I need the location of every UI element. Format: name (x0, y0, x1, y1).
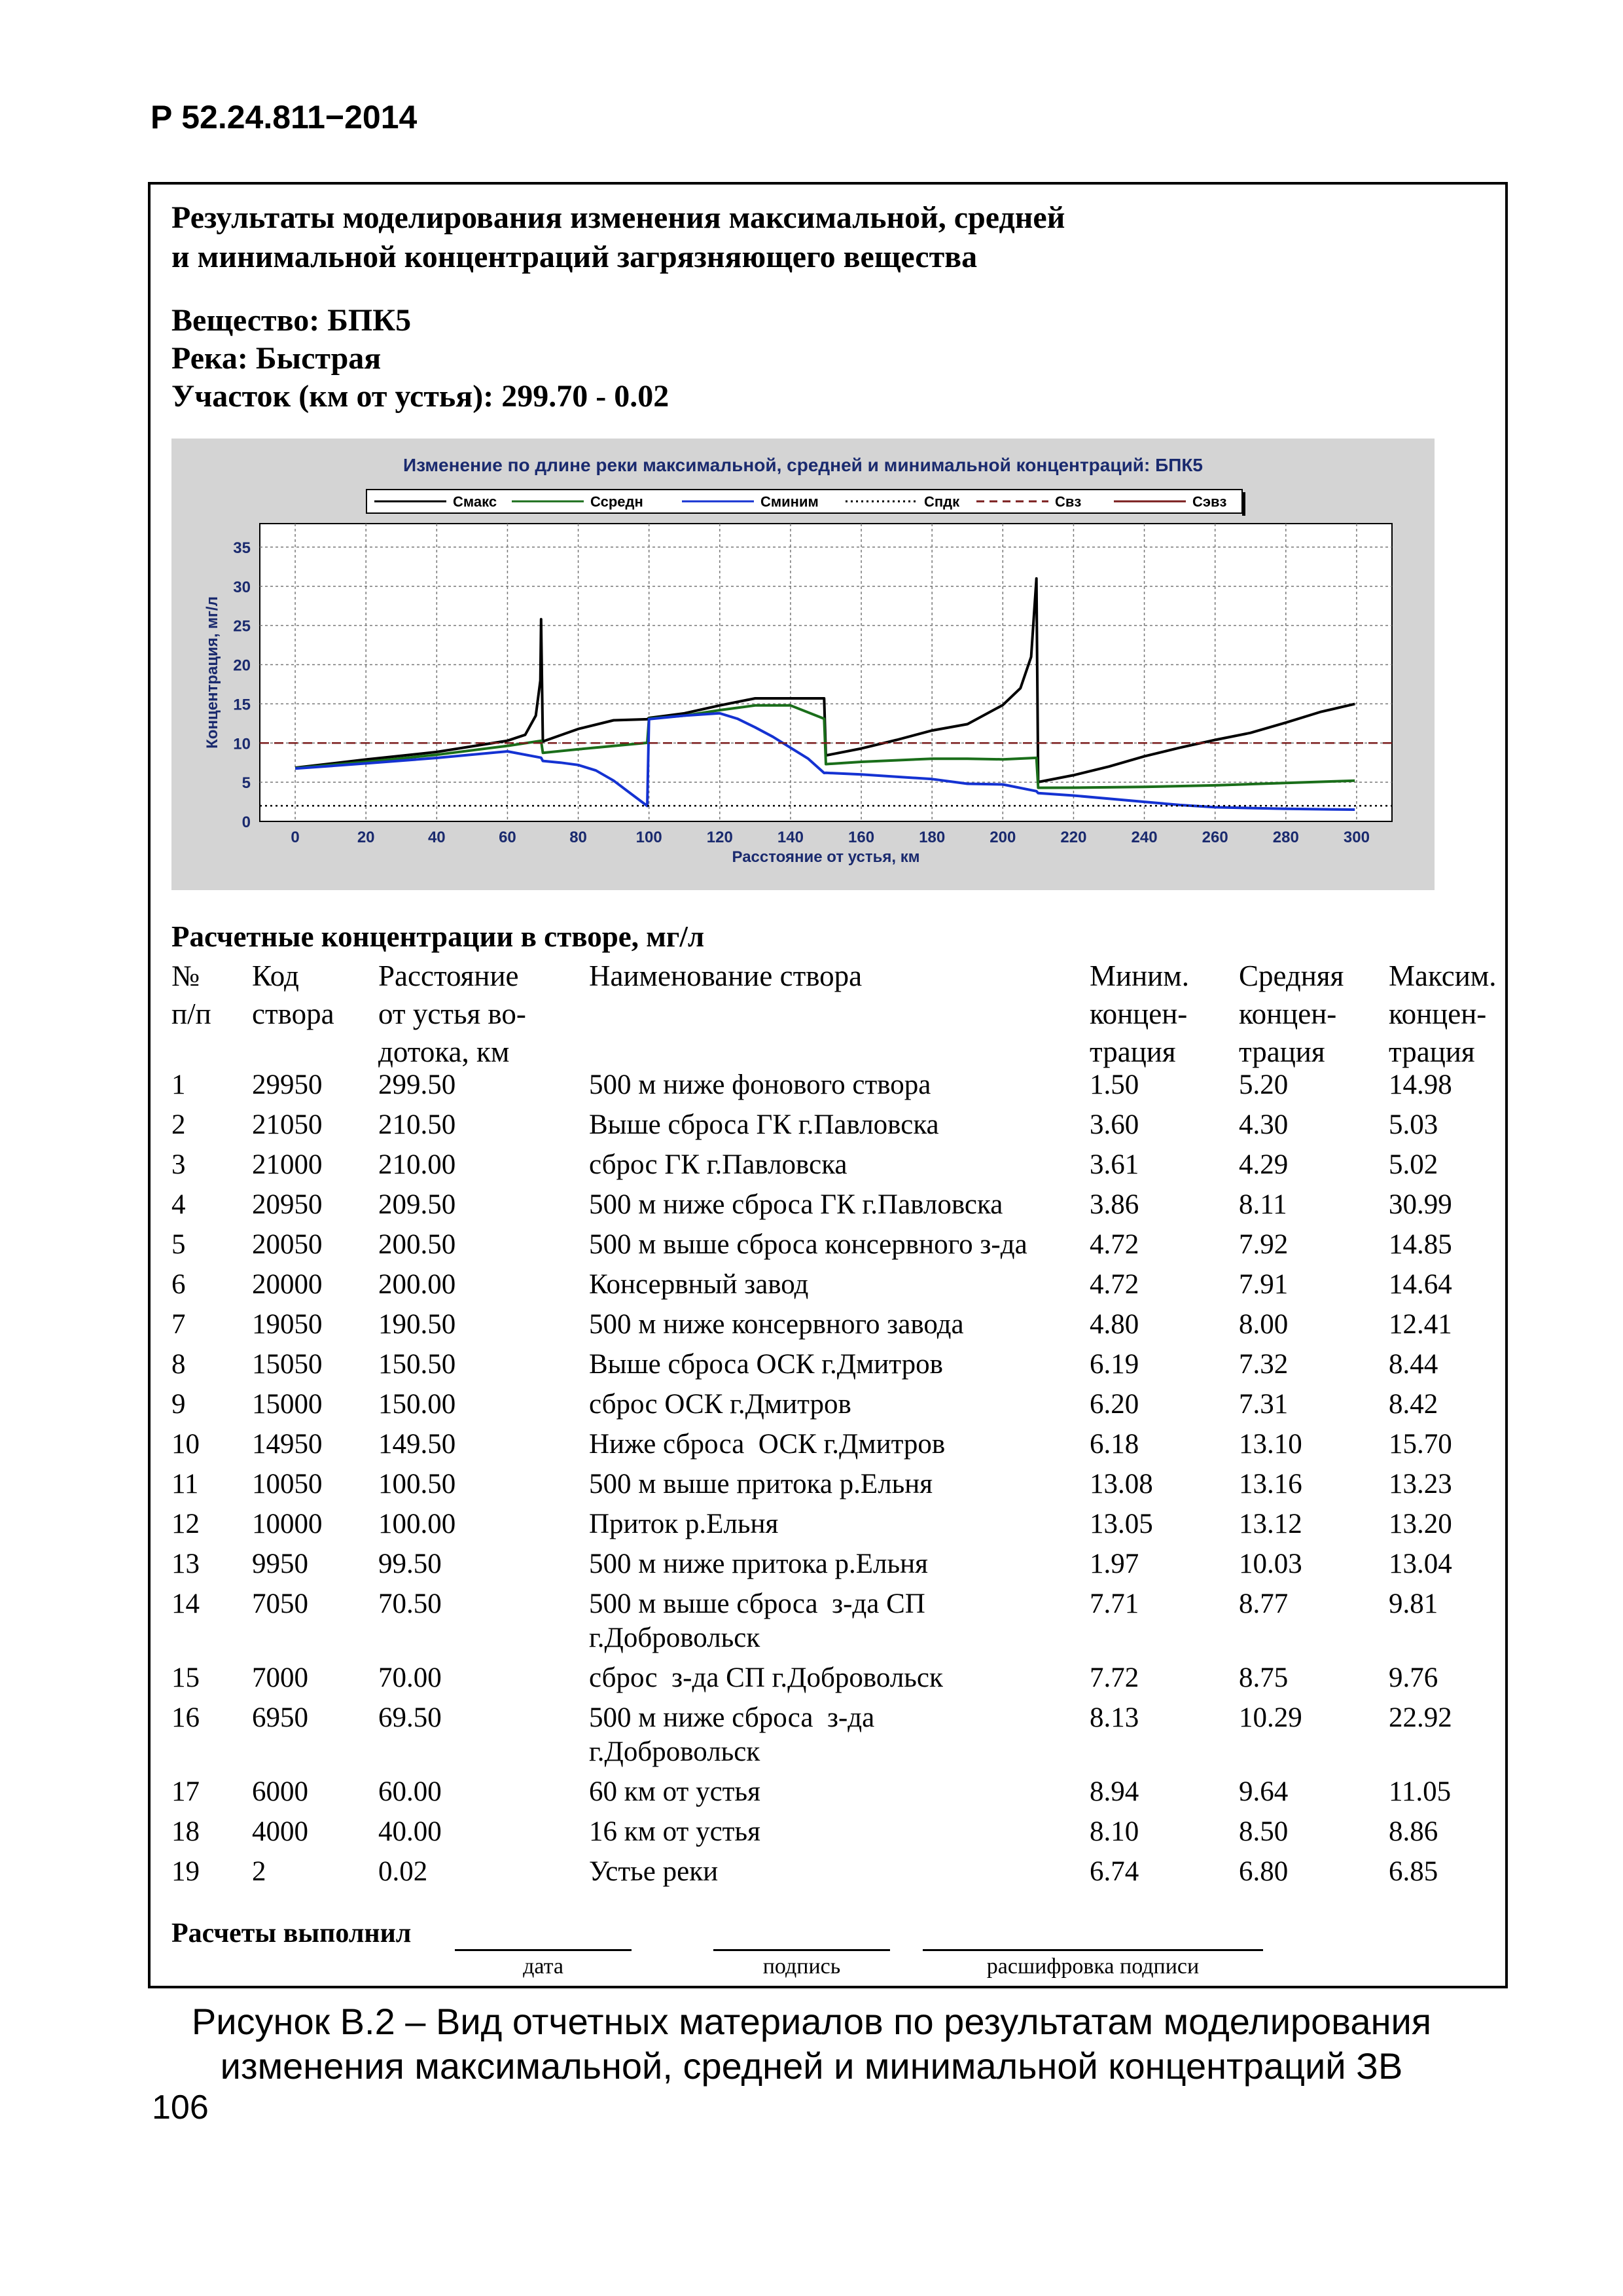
table-cell-distance: 200.50 (378, 1229, 456, 1260)
table-cell-max-concentration: 14.98 (1389, 1069, 1452, 1100)
table-cell-section-name: сброс ОСК г.Дмитров (589, 1389, 851, 1420)
legend-label-1: Ссредн (590, 493, 643, 510)
table-cell-section-code: 20000 (252, 1269, 323, 1300)
y-tick-label: 30 (233, 578, 251, 596)
table-cell-max-concentration: 12.41 (1389, 1309, 1452, 1340)
substance-label: Вещество: БПК5 (171, 303, 412, 338)
table-cell-max-concentration: 6.85 (1389, 1856, 1438, 1887)
section-label: Участок (км от устья): 299.70 - 0.02 (171, 379, 669, 414)
table-cell-section-code: 20950 (252, 1189, 323, 1220)
table-cell-row-number: 12 (171, 1509, 200, 1539)
table-cell-distance: 210.00 (378, 1149, 456, 1180)
table-cell-distance: 209.50 (378, 1189, 456, 1220)
report-title-line1: Результаты моделирования изменения максимальной, средней (171, 200, 1065, 235)
table-cell-section-name: 500 м ниже консервного завода (589, 1309, 964, 1340)
table-cell-section-code: 9950 (252, 1549, 308, 1579)
table-cell-min-concentration: 3.60 (1090, 1109, 1139, 1140)
table-cell-max-concentration: 13.04 (1389, 1549, 1452, 1579)
x-tick-label: 120 (706, 829, 733, 846)
table-cell-mean-concentration: 7.91 (1239, 1269, 1289, 1300)
river-label: Река: Быстрая (171, 341, 382, 376)
table-cell-section-code: 10050 (252, 1469, 323, 1499)
y-tick-label: 10 (233, 735, 251, 753)
x-tick-label: 220 (1060, 829, 1087, 846)
x-tick-label: 60 (499, 829, 516, 846)
table-cell-min-concentration: 8.10 (1090, 1816, 1139, 1847)
table-cell-section-code: 19050 (252, 1309, 323, 1340)
table-cell-distance: 40.00 (378, 1816, 442, 1847)
figure-caption (0, 2000, 1623, 2089)
table-cell-row-number: 19 (171, 1856, 200, 1887)
table-cell-mean-concentration: 10.29 (1239, 1702, 1302, 1733)
table-cell-mean-concentration: 7.92 (1239, 1229, 1289, 1260)
header-section-code: Код створa (252, 960, 334, 1030)
table-cell-max-concentration: 9.81 (1389, 1588, 1438, 1619)
table-cell-max-concentration: 30.99 (1389, 1189, 1452, 1220)
table-cell-mean-concentration: 8.50 (1239, 1816, 1289, 1847)
table-cell-min-concentration: 1.50 (1090, 1069, 1139, 1100)
table-cell-section-code: 14950 (252, 1429, 323, 1460)
x-tick-label: 200 (990, 829, 1016, 846)
x-tick-label: 140 (777, 829, 804, 846)
performed-by-label: Расчеты выполнил (171, 1918, 412, 1948)
table-cell-distance: 299.50 (378, 1069, 456, 1100)
table-cell-mean-concentration: 9.64 (1239, 1776, 1289, 1807)
table-cell-min-concentration: 3.61 (1090, 1149, 1139, 1180)
header-min-concentration: Миним. концен- трация (1090, 960, 1189, 1068)
date-line (455, 1949, 632, 1951)
table-cell-row-number: 6 (171, 1269, 186, 1300)
y-tick-label: 15 (233, 696, 251, 714)
table-cell-max-concentration: 9.76 (1389, 1662, 1438, 1693)
header-mean-concentration: Средняя концен- трация (1239, 960, 1344, 1068)
legend-label-4: Свз (1055, 493, 1082, 510)
table-cell-min-concentration: 4.80 (1090, 1309, 1139, 1340)
x-tick-label: 240 (1131, 829, 1158, 846)
table-cell-section-name: сброс з-да СП г.Добровольск (589, 1662, 943, 1693)
table-cell-section-name: 500 м ниже сброса з-да г.Добровольск (589, 1702, 875, 1767)
plot-area (260, 524, 1392, 821)
table-cell-mean-concentration: 6.80 (1239, 1856, 1289, 1887)
table-cell-section-name: 500 м выше сброса консервного з-да (589, 1229, 1027, 1260)
chart-canvas (171, 439, 1435, 890)
table-cell-section-code: 15050 (252, 1349, 323, 1380)
table-cell-row-number: 8 (171, 1349, 186, 1380)
table-cell-section-code: 6950 (252, 1702, 308, 1733)
table-cell-row-number: 4 (171, 1189, 186, 1220)
x-tick-label: 0 (291, 829, 300, 846)
table-cell-row-number: 17 (171, 1776, 200, 1807)
table-cell-min-concentration: 6.19 (1090, 1349, 1139, 1380)
table-cell-section-name: Приток р.Ельня (589, 1509, 779, 1539)
table-cell-section-name: 60 км от устья (589, 1776, 760, 1807)
x-tick-label: 100 (635, 829, 662, 846)
header-max-concentration: Максим. концен- трация (1389, 960, 1497, 1068)
table-cell-min-concentration: 7.72 (1090, 1662, 1139, 1693)
header-section-name: Наименование створа (589, 960, 863, 992)
table-cell-section-name: 500 м выше сброса з-да СП г.Добровольск (589, 1588, 925, 1653)
table-cell-section-name: Выше сброса ГК г.Павловска (589, 1109, 939, 1140)
table-cell-min-concentration: 4.72 (1090, 1229, 1139, 1260)
table-cell-distance: 210.50 (378, 1109, 456, 1140)
table-cell-row-number: 7 (171, 1309, 186, 1340)
table-cell-section-name: Ниже сброса ОСК г.Дмитров (589, 1429, 946, 1460)
table-cell-row-number: 11 (171, 1469, 199, 1499)
page-number: 106 (152, 2089, 209, 2126)
table-cell-distance: 100.00 (378, 1509, 456, 1539)
x-axis-label: Расстояние от устья, км (732, 848, 920, 866)
table-cell-section-code: 7000 (252, 1662, 308, 1693)
table-cell-min-concentration: 13.05 (1090, 1509, 1153, 1539)
table-cell-mean-concentration: 8.11 (1239, 1189, 1287, 1220)
table-cell-distance: 99.50 (378, 1549, 442, 1579)
table-cell-row-number: 2 (171, 1109, 186, 1140)
table-cell-max-concentration: 22.92 (1389, 1702, 1452, 1733)
table-cell-mean-concentration: 13.10 (1239, 1429, 1302, 1460)
legend-label-2: Сминим (760, 493, 819, 510)
table-cell-distance: 150.00 (378, 1389, 456, 1420)
report-title-line2: и минимальной концентраций загрязняющего вещества (171, 240, 978, 274)
table-cell-min-concentration: 4.72 (1090, 1269, 1139, 1300)
caption-line2: изменения максимальной, средней и минимальной концентраций ЗВ (220, 2045, 1403, 2087)
table-cell-min-concentration: 13.08 (1090, 1469, 1153, 1499)
y-tick-label: 20 (233, 656, 251, 675)
y-tick-label: 25 (233, 617, 251, 636)
table-cell-max-concentration: 14.85 (1389, 1229, 1452, 1260)
x-tick-label: 300 (1343, 829, 1370, 846)
table-cell-distance: 70.00 (378, 1662, 442, 1693)
table-cell-row-number: 5 (171, 1229, 186, 1260)
table-cell-row-number: 18 (171, 1816, 200, 1847)
table-cell-mean-concentration: 13.16 (1239, 1469, 1302, 1499)
table-cell-row-number: 3 (171, 1149, 186, 1180)
table-cell-section-code: 6000 (252, 1776, 308, 1807)
table-cell-max-concentration: 5.02 (1389, 1149, 1438, 1180)
table-cell-max-concentration: 8.42 (1389, 1389, 1438, 1420)
table-cell-max-concentration: 13.23 (1389, 1469, 1452, 1499)
table-cell-row-number: 9 (171, 1389, 186, 1420)
table-cell-section-name: Выше сброса ОСК г.Дмитров (589, 1349, 943, 1380)
table-cell-mean-concentration: 8.00 (1239, 1309, 1289, 1340)
standard-code: Р 52.24.811−2014 (151, 99, 418, 135)
table-cell-distance: 60.00 (378, 1776, 442, 1807)
table-cell-max-concentration: 14.64 (1389, 1269, 1452, 1300)
legend-label-0: Смакс (453, 493, 497, 510)
table-cell-section-name: Устье реки (589, 1856, 719, 1887)
header-row-number: № п/п (171, 960, 211, 1030)
table-cell-section-code: 7050 (252, 1588, 308, 1619)
table-cell-distance: 100.50 (378, 1469, 456, 1499)
x-tick-label: 40 (427, 829, 446, 846)
date-caption: дата (523, 1954, 563, 1979)
table-cell-min-concentration: 3.86 (1090, 1189, 1139, 1220)
header-distance: Расстояние от устья во- дотока, км (378, 960, 526, 1068)
y-tick-label: 5 (241, 774, 251, 793)
table-cell-max-concentration: 8.86 (1389, 1816, 1438, 1847)
table-cell-section-name: Консервный завод (589, 1269, 809, 1300)
signature-line (713, 1949, 890, 1951)
table-cell-mean-concentration: 4.30 (1239, 1109, 1289, 1140)
signature-caption: подпись (762, 1954, 841, 1979)
table-cell-min-concentration: 6.20 (1090, 1389, 1139, 1420)
table-cell-section-name: 16 км от устья (589, 1816, 760, 1847)
table-cell-section-code: 10000 (252, 1509, 323, 1539)
table-cell-max-concentration: 5.03 (1389, 1109, 1438, 1140)
table-cell-section-name: 500 м выше притока р.Ельня (589, 1469, 933, 1499)
table-cell-section-code: 4000 (252, 1816, 308, 1847)
table-cell-max-concentration: 11.05 (1389, 1776, 1452, 1807)
table-cell-distance: 190.50 (378, 1309, 456, 1340)
x-tick-label: 160 (848, 829, 875, 846)
table-title: Расчетные концентрации в створе, мг/л (171, 920, 705, 953)
table-cell-section-code: 20050 (252, 1229, 323, 1260)
table-cell-section-code: 2 (252, 1856, 266, 1887)
table-cell-row-number: 13 (171, 1549, 200, 1579)
table-cell-min-concentration: 8.13 (1090, 1702, 1139, 1733)
table-cell-section-code: 15000 (252, 1389, 323, 1420)
table-cell-distance: 0.02 (378, 1856, 428, 1887)
table-cell-distance: 70.50 (378, 1588, 442, 1619)
table-cell-min-concentration: 6.18 (1090, 1429, 1139, 1460)
table-cell-section-code: 21050 (252, 1109, 323, 1140)
table-cell-min-concentration: 7.71 (1090, 1588, 1139, 1619)
decoding-line (923, 1949, 1263, 1951)
table-cell-distance: 200.00 (378, 1269, 456, 1300)
table-cell-mean-concentration: 7.31 (1239, 1389, 1289, 1420)
table-cell-mean-concentration: 5.20 (1239, 1069, 1289, 1100)
table-cell-max-concentration: 8.44 (1389, 1349, 1438, 1380)
table-cell-max-concentration: 15.70 (1389, 1429, 1452, 1460)
x-tick-label: 20 (357, 829, 375, 846)
table-cell-row-number: 14 (171, 1588, 200, 1619)
y-tick-label: 35 (233, 539, 251, 557)
y-tick-label: 0 (241, 814, 251, 831)
table-cell-mean-concentration: 4.29 (1239, 1149, 1289, 1180)
caption-line1: Рисунок В.2 – Вид отчетных материалов по результатам моделирования (191, 2001, 1432, 2042)
legend-shadow (1242, 492, 1245, 516)
table-cell-section-code: 29950 (252, 1069, 323, 1100)
table-cell-section-name: 500 м ниже сброса ГК г.Павловска (589, 1189, 1003, 1220)
table-cell-section-name: 500 м ниже притока р.Ельня (589, 1549, 928, 1579)
table-cell-min-concentration: 8.94 (1090, 1776, 1139, 1807)
table-cell-mean-concentration: 7.32 (1239, 1349, 1289, 1380)
table-cell-mean-concentration: 10.03 (1239, 1549, 1302, 1579)
concentration-chart (171, 439, 1435, 890)
table-cell-row-number: 10 (171, 1429, 200, 1460)
x-tick-label: 180 (919, 829, 946, 846)
legend-label-3: Спдк (924, 493, 960, 510)
table-cell-distance: 69.50 (378, 1702, 442, 1733)
x-tick-label: 80 (569, 829, 587, 846)
table-cell-row-number: 15 (171, 1662, 200, 1693)
table-cell-mean-concentration: 13.12 (1239, 1509, 1302, 1539)
x-tick-label: 280 (1272, 829, 1299, 846)
table-cell-min-concentration: 6.74 (1090, 1856, 1139, 1887)
table-cell-max-concentration: 13.20 (1389, 1509, 1452, 1539)
y-axis-label: Концентрация, мг/л (204, 596, 221, 749)
decoding-caption: расшифровка подписи (986, 1954, 1200, 1979)
x-tick-label: 260 (1202, 829, 1228, 846)
legend-label-5: Сэвз (1192, 493, 1227, 510)
chart-title: Изменение по длине реки максимальной, средней и минимальной концентраций: БПК5 (402, 455, 1204, 475)
table-cell-section-name: сброс ГК г.Павловска (589, 1149, 847, 1180)
table-cell-row-number: 1 (171, 1069, 186, 1100)
table-cell-mean-concentration: 8.75 (1239, 1662, 1289, 1693)
table-cell-section-code: 21000 (252, 1149, 323, 1180)
table-cell-mean-concentration: 8.77 (1239, 1588, 1289, 1619)
table-cell-row-number: 16 (171, 1702, 200, 1733)
table-cell-section-name: 500 м ниже фонового створа (589, 1069, 931, 1100)
table-cell-distance: 149.50 (378, 1429, 456, 1460)
table-cell-distance: 150.50 (378, 1349, 456, 1380)
table-cell-min-concentration: 1.97 (1090, 1549, 1139, 1579)
